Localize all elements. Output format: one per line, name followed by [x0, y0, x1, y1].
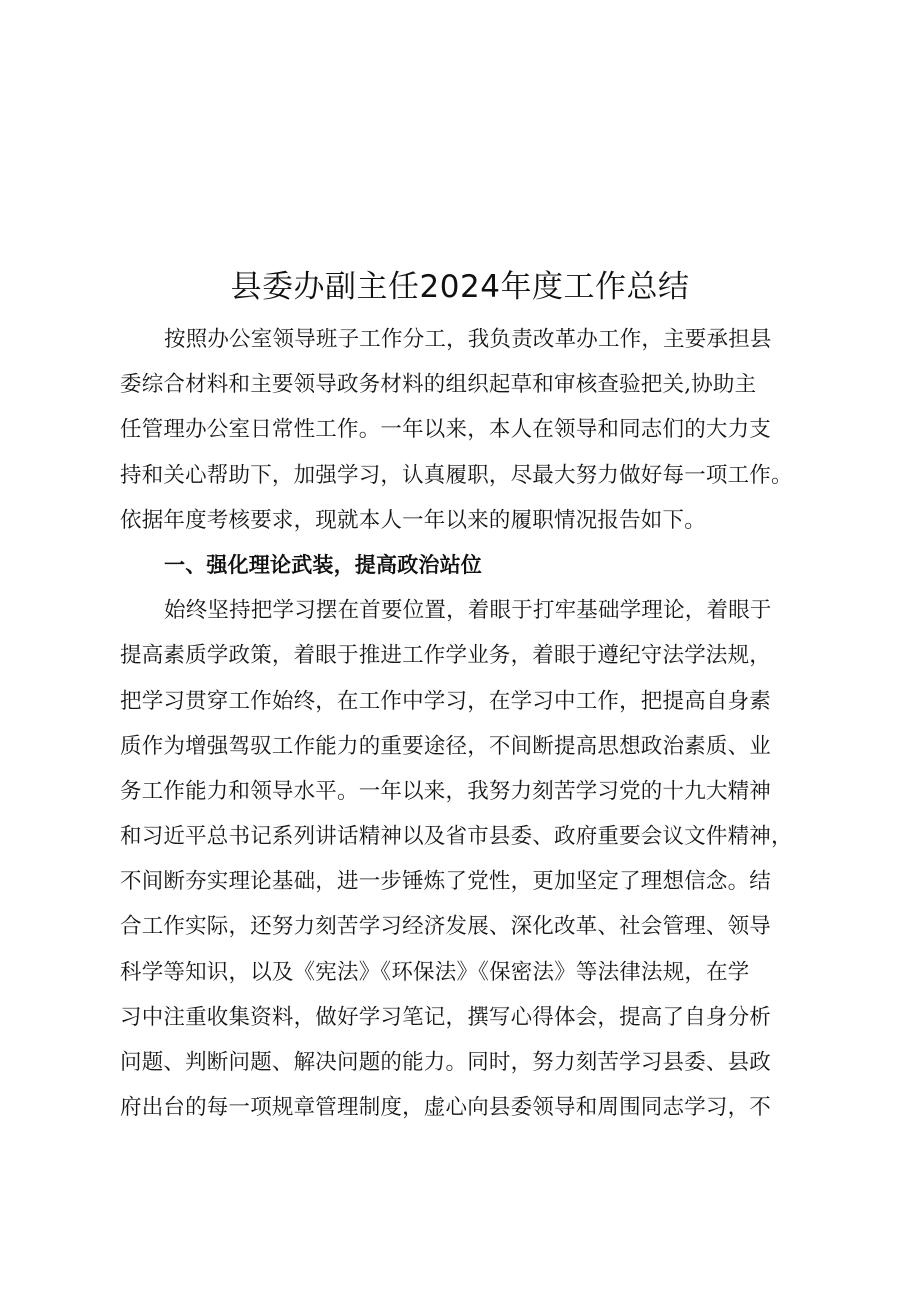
- paragraph-line: 府出台的每一项规章管理制度，虚心向县委领导和周围同志学习，不: [120, 1095, 772, 1121]
- paragraph-line: 务工作能力和领导水平。一年以来，我努力刻苦学习党的十九大精神: [120, 778, 772, 804]
- paragraph-line: 习中注重收集资料，做好学习笔记，撰写心得体会，提高了自身分析: [120, 1004, 772, 1030]
- paragraph-line: 和习近平总书记系列讲话精神以及省市县委、政府重要会议文件精神，: [120, 824, 793, 850]
- paragraph-line: 科学等知识，以及《宪法》《环保法》《保密法》等法律法规，在学: [120, 959, 750, 985]
- paragraph-line: 质作为增强驾驭工作能力的重要途径，不间断提高思想政治素质、业: [120, 733, 772, 759]
- paragraph-line: 始终坚持把学习摆在首要位置，着眼于打牢基础学理论，着眼于: [164, 598, 772, 624]
- paragraph-line: 委综合材料和主要领导政务材料的组织起草和审核查验把关,协助主: [120, 372, 757, 398]
- section-heading: 一、强化理论武装，提高政治站位: [164, 552, 482, 577]
- paragraph-line: 把学习贯穿工作始终，在工作中学习，在学习中工作，把提高自身素: [120, 688, 772, 714]
- paragraph-line: 问题、判断问题、解决问题的能力。同时，努力刻苦学习县委、县政: [120, 1050, 772, 1075]
- paragraph-line: 持和关心帮助下，加强学习，认真履职，尽最大努力做好每一项工作。: [120, 462, 793, 488]
- paragraph-line: 不间断夯实理论基础，进一步锤炼了党性，更加坚定了理想信念。结: [120, 869, 772, 895]
- paragraph-line: 任管理办公室日常性工作。一年以来，本人在领导和同志们的大力支: [120, 417, 772, 443]
- paragraph-line: 按照办公室领导班子工作分工，我负责改革办工作，主要承担县: [164, 327, 772, 352]
- paragraph-line: 依据年度考核要求，现就本人一年以来的履职情况报告如下。: [120, 507, 706, 533]
- paragraph-line: 提高素质学政策，着眼于推进工作学业务，着眼于遵纪守法学法规，: [120, 643, 772, 669]
- document-body: [120, 317, 832, 1130]
- paragraph-line: 合工作实际，还努力刻苦学习经济发展、深化改革、社会管理、领导: [120, 914, 772, 940]
- document-title: 县委办副主任2024年度工作总结: [230, 269, 690, 305]
